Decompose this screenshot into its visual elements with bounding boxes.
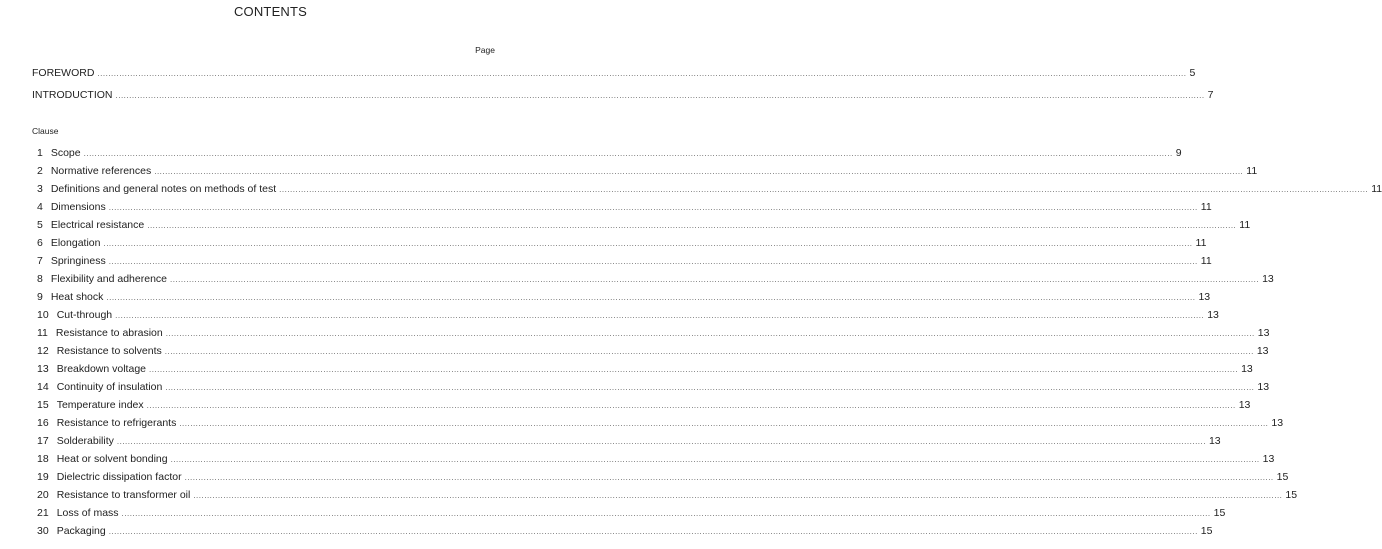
- entry-title: Loss of mass: [56, 507, 119, 519]
- page-title: CONTENTS: [233, 4, 308, 19]
- page-number: 5: [1189, 67, 1196, 79]
- clause-number: 5: [37, 219, 43, 231]
- page-number: 13: [1257, 381, 1270, 393]
- dot-leader: ................................................................................................................................................................................................................................................................................................................................................................................................................: [165, 383, 1255, 392]
- entry-title: Solderability: [56, 435, 114, 447]
- clause-number: 21: [37, 507, 49, 519]
- dot-leader: ................................................................................................................................................................................................................................................................................................................................................................................................................: [83, 149, 1173, 158]
- entry-title: Heat shock: [50, 291, 104, 303]
- toc-entry[interactable]: [37, 254, 1212, 268]
- page-number: 11: [1200, 201, 1212, 213]
- dot-leader: ................................................................................................................................................................................................................................................................................................................................................................................................................: [108, 257, 1198, 266]
- page-number: 13: [1198, 291, 1211, 303]
- dot-leader: ................................................................................................................................................................................................................................................................................................................................................................................................................: [106, 293, 1196, 302]
- toc-entry[interactable]: [37, 434, 1221, 448]
- front-matter-entry[interactable]: [32, 88, 1214, 102]
- entry-title: Dimensions: [50, 201, 106, 213]
- dot-leader: ................................................................................................................................................................................................................................................................................................................................................................................................................: [149, 365, 1239, 374]
- page-number: 15: [1285, 489, 1298, 501]
- entry-title: Resistance to abrasion: [55, 327, 163, 339]
- toc-entry[interactable]: [37, 290, 1211, 304]
- clause-number: 18: [37, 453, 49, 465]
- entry-title: Elongation: [50, 237, 101, 249]
- toc-entry[interactable]: [37, 488, 1298, 502]
- dot-leader: ................................................................................................................................................................................................................................................................................................................................................................................................................: [179, 419, 1269, 428]
- dot-leader: ................................................................................................................................................................................................................................................................................................................................................................................................................: [165, 329, 1255, 338]
- entry-title: Resistance to transformer oil: [56, 489, 191, 501]
- toc-entry[interactable]: [37, 470, 1289, 484]
- toc-entry[interactable]: [37, 398, 1251, 412]
- clause-number: 16: [37, 417, 49, 429]
- entry-title: Definitions and general notes on methods of test: [50, 183, 277, 195]
- dot-leader: ................................................................................................................................................................................................................................................................................................................................................................................................................: [154, 167, 1244, 176]
- dot-leader: ................................................................................................................................................................................................................................................................................................................................................................................................................: [184, 473, 1274, 482]
- entry-title: Packaging: [56, 525, 106, 537]
- clause-number: 15: [37, 399, 49, 411]
- dot-leader: ................................................................................................................................................................................................................................................................................................................................................................................................................: [108, 527, 1198, 536]
- page-number: 13: [1257, 327, 1270, 339]
- entry-title: Heat or solvent bonding: [56, 453, 168, 465]
- dot-leader: ................................................................................................................................................................................................................................................................................................................................................................................................................: [97, 69, 1187, 78]
- page-number: 13: [1238, 399, 1251, 411]
- page-column-header: Page: [475, 45, 495, 55]
- entry-title: Normative references: [50, 165, 152, 177]
- page-number: 15: [1200, 525, 1213, 537]
- toc-entry[interactable]: [37, 182, 1382, 196]
- page-number: 15: [1276, 471, 1289, 483]
- clause-number: 11: [37, 327, 48, 339]
- entry-title: Springiness: [50, 255, 106, 267]
- dot-leader: ................................................................................................................................................................................................................................................................................................................................................................................................................: [121, 509, 1211, 518]
- dot-leader: ................................................................................................................................................................................................................................................................................................................................................................................................................: [115, 311, 1205, 320]
- entry-title: INTRODUCTION: [32, 89, 113, 101]
- clause-number: 8: [37, 273, 43, 285]
- clause-number: 7: [37, 255, 43, 267]
- toc-entry[interactable]: [37, 362, 1253, 376]
- clause-number: 4: [37, 201, 43, 213]
- entry-title: Temperature index: [56, 399, 144, 411]
- dot-leader: ................................................................................................................................................................................................................................................................................................................................................................................................................: [170, 455, 1260, 464]
- page-number: 7: [1207, 89, 1214, 101]
- page-number: 11: [1239, 219, 1251, 231]
- toc-entry[interactable]: [37, 200, 1212, 214]
- clause-number: 20: [37, 489, 49, 501]
- toc-entry[interactable]: [37, 236, 1207, 250]
- toc-entry[interactable]: [37, 380, 1270, 394]
- toc-entry[interactable]: [37, 506, 1226, 520]
- clause-column-header: Clause: [32, 126, 59, 136]
- dot-leader: ................................................................................................................................................................................................................................................................................................................................................................................................................: [164, 347, 1254, 356]
- toc-entry[interactable]: [37, 308, 1219, 322]
- entry-title: Breakdown voltage: [56, 363, 146, 375]
- clause-number: 2: [37, 165, 43, 177]
- entry-title: Electrical resistance: [50, 219, 145, 231]
- page-number: 11: [1195, 237, 1207, 249]
- dot-leader: ................................................................................................................................................................................................................................................................................................................................................................................................................: [116, 437, 1206, 446]
- page-number: 13: [1271, 417, 1284, 429]
- page-number: 13: [1207, 309, 1219, 321]
- entry-title: Dielectric dissipation factor: [56, 471, 182, 483]
- clause-number: 9: [37, 291, 43, 303]
- toc-entry[interactable]: [37, 416, 1284, 430]
- toc-entry[interactable]: [37, 164, 1258, 178]
- page-number: 11: [1371, 183, 1382, 195]
- dot-leader: ................................................................................................................................................................................................................................................................................................................................................................................................................: [147, 221, 1237, 230]
- entry-title: FOREWORD: [32, 67, 95, 79]
- clause-number: 6: [37, 237, 43, 249]
- entry-title: Cut-through: [56, 309, 113, 321]
- toc-entry[interactable]: [37, 344, 1269, 358]
- page-number: 9: [1175, 147, 1182, 159]
- page-number: 13: [1208, 435, 1221, 447]
- page-number: 13: [1262, 453, 1275, 465]
- clause-number: 30: [37, 525, 49, 537]
- page-number: 15: [1213, 507, 1226, 519]
- clause-number: 10: [37, 309, 49, 321]
- clause-number: 3: [37, 183, 43, 195]
- front-matter-entry[interactable]: [32, 66, 1196, 80]
- entry-title: Flexibility and adherence: [50, 273, 167, 285]
- page-number: 13: [1241, 363, 1253, 375]
- dot-leader: ................................................................................................................................................................................................................................................................................................................................................................................................................: [170, 275, 1260, 284]
- clause-number: 12: [37, 345, 49, 357]
- dot-leader: ................................................................................................................................................................................................................................................................................................................................................................................................................: [193, 491, 1283, 500]
- clause-number: 17: [37, 435, 49, 447]
- toc-entry[interactable]: [37, 326, 1270, 340]
- toc-entry[interactable]: [37, 272, 1274, 286]
- page-number: 13: [1256, 345, 1269, 357]
- toc-entry[interactable]: [37, 146, 1182, 160]
- clause-number: 14: [37, 381, 49, 393]
- clause-number: 19: [37, 471, 49, 483]
- page-number: 13: [1262, 273, 1274, 285]
- dot-leader: ................................................................................................................................................................................................................................................................................................................................................................................................................: [279, 185, 1369, 194]
- entry-title: Resistance to refrigerants: [56, 417, 177, 429]
- toc-entry[interactable]: [37, 218, 1251, 232]
- clause-number: 13: [37, 363, 49, 375]
- page-number: 11: [1246, 165, 1258, 177]
- dot-leader: ................................................................................................................................................................................................................................................................................................................................................................................................................: [108, 203, 1198, 212]
- clause-number: 1: [37, 147, 43, 159]
- entry-title: Resistance to solvents: [56, 345, 162, 357]
- page-number: 11: [1200, 255, 1212, 267]
- entry-title: Continuity of insulation: [56, 381, 163, 393]
- toc-entry[interactable]: [37, 524, 1213, 538]
- dot-leader: ................................................................................................................................................................................................................................................................................................................................................................................................................: [103, 239, 1193, 248]
- toc-entry[interactable]: [37, 452, 1275, 466]
- dot-leader: ................................................................................................................................................................................................................................................................................................................................................................................................................: [115, 91, 1205, 100]
- entry-title: Scope: [50, 147, 81, 159]
- dot-leader: ................................................................................................................................................................................................................................................................................................................................................................................................................: [146, 401, 1236, 410]
